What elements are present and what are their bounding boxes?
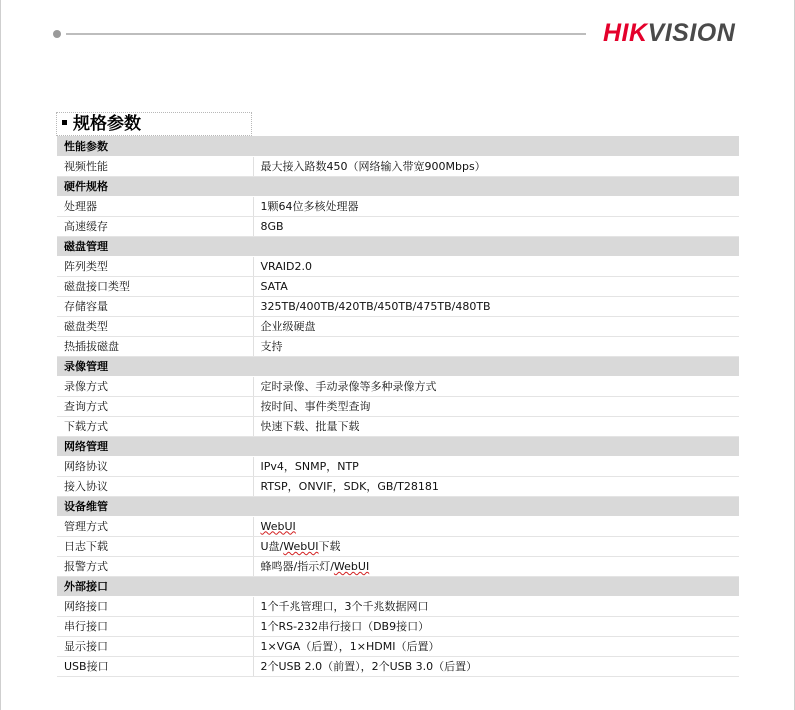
spec-label: 高速缓存 [57,216,253,236]
category-label: 网络管理 [57,436,739,456]
category-row [57,236,739,256]
header-rule [66,33,586,35]
spec-value: IPv4，SNMP，NTP [253,456,739,476]
table-row [57,276,739,296]
table-row [57,456,739,476]
category-row [57,496,739,516]
table-row [57,316,739,336]
page-left-border [0,0,1,710]
category-label: 硬件规格 [57,176,739,196]
spec-label: 查询方式 [57,396,253,416]
spec-value: VRAID2.0 [253,256,739,276]
spec-label: 视频性能 [57,156,253,176]
category-label: 录像管理 [57,356,739,376]
spec-value: 1颗64位多核处理器 [253,196,739,216]
spec-label: 阵列类型 [57,256,253,276]
section-title [56,112,252,136]
category-label: 性能参数 [57,136,739,156]
spec-table-body [57,136,739,676]
table-row [57,396,739,416]
spec-label: USB接口 [57,656,253,676]
category-row [57,176,739,196]
category-row [57,136,739,156]
spec-label: 显示接口 [57,636,253,656]
spec-label: 热插拔磁盘 [57,336,253,356]
spellcheck-word: WebUI [283,540,319,553]
spec-table [57,136,739,677]
table-row [57,536,739,556]
spec-value: 快速下载、批量下载 [253,416,739,436]
spec-label: 日志下载 [57,536,253,556]
spec-label: 管理方式 [57,516,253,536]
logo-vision: VISION [647,19,736,47]
spec-label: 磁盘类型 [57,316,253,336]
spec-value: 1个RS-232串行接口（DB9接口） [253,616,739,636]
spellcheck-word: WebUI [333,560,370,573]
table-row [57,476,739,496]
spellcheck-word: WebUI [260,519,296,533]
table-row [57,516,739,536]
section-title-text: 规格参数 [73,114,141,134]
spec-label: 接入协议 [57,476,253,496]
category-label: 外部接口 [57,576,739,596]
spec-label: 磁盘接口类型 [57,276,253,296]
category-row [57,576,739,596]
spec-label: 下载方式 [57,416,253,436]
hikvision-logo [603,18,735,48]
spec-label: 处理器 [57,196,253,216]
header-dot [53,30,61,38]
spec-value: RTSP，ONVIF，SDK，GB/T28181 [253,476,739,496]
table-row [57,196,739,216]
spec-label: 网络接口 [57,596,253,616]
spec-value: 定时录像、手动录像等多种录像方式 [253,376,739,396]
category-row [57,356,739,376]
category-label: 磁盘管理 [57,236,739,256]
table-row [57,296,739,316]
table-row [57,416,739,436]
spec-label: 网络协议 [57,456,253,476]
spec-label: 录像方式 [57,376,253,396]
spec-value: U盘/WebUI下载 [253,536,739,556]
spec-value: 1×VGA（后置），1×HDMI（后置） [253,636,739,656]
table-row [57,596,739,616]
table-row [57,376,739,396]
spec-value: SATA [253,276,739,296]
table-row [57,256,739,276]
logo-hik: HIK [603,19,648,47]
spec-value: 最大接入路数450（网络输入带宽900Mbps） [253,156,739,176]
spec-value: 按时间、事件类型查询 [253,396,739,416]
spec-value: 支持 [253,336,739,356]
spec-label: 存储容量 [57,296,253,316]
table-row [57,216,739,236]
category-label: 设备维管 [57,496,739,516]
spec-label: 报警方式 [57,556,253,576]
category-row [57,436,739,456]
spec-value: 2个USB 2.0（前置），2个USB 3.0（后置） [253,656,739,676]
table-row [57,656,739,676]
spec-label: 串行接口 [57,616,253,636]
spec-value: 325TB/400TB/420TB/450TB/475TB/480TB [253,296,739,316]
spec-value: 8GB [253,216,739,236]
table-row [57,616,739,636]
spec-value: 蜂鸣器/指示灯/WebUI [253,556,739,576]
table-row [57,336,739,356]
table-row [57,556,739,576]
bullet-icon [62,120,67,125]
spec-value [253,516,739,536]
spec-value: 企业级硬盘 [253,316,739,336]
table-row [57,636,739,656]
spec-value: 1个千兆管理口，3个千兆数据网口 [253,596,739,616]
table-row [57,156,739,176]
